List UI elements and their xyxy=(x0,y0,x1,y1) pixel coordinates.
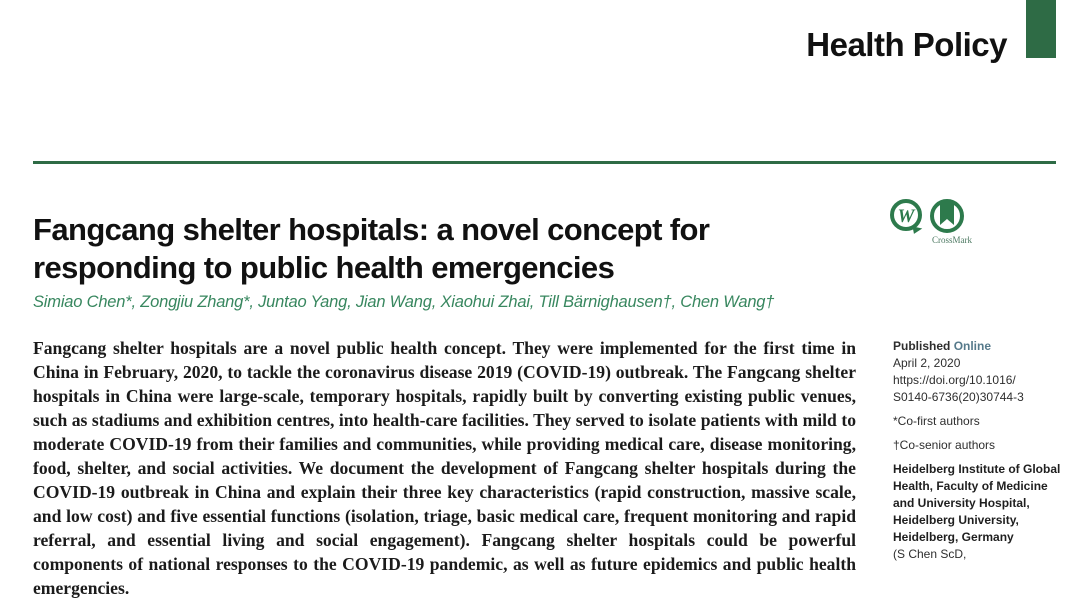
doi-link-line1[interactable]: https://doi.org/10.1016/ xyxy=(893,373,1016,387)
section-divider-rule xyxy=(33,161,1056,164)
cosenior-authors-note: †Co-senior authors xyxy=(893,438,996,452)
published-date: April 2, 2020 xyxy=(893,356,961,370)
cofirst-authors-note: *Co-first authors xyxy=(893,414,980,428)
margin-notes xyxy=(893,338,1065,570)
affiliation-block xyxy=(893,461,1065,563)
affiliation-author-ref: (S Chen ScD, xyxy=(893,547,967,561)
journal-section-title: Health Policy xyxy=(806,26,1007,63)
doi-link-line2[interactable]: S0140-6736(20)30744-3 xyxy=(893,390,1024,404)
article-title: Fangcang shelter hospitals: a novel concept for responding to public health emergencies xyxy=(33,211,710,285)
crossmark-icon[interactable] xyxy=(928,197,972,245)
published-label: Published xyxy=(893,339,951,353)
journal-accent-bar xyxy=(1026,0,1056,58)
article-badges xyxy=(888,197,998,245)
publication-info xyxy=(893,338,1065,406)
w-circle-icon[interactable] xyxy=(888,197,924,242)
published-online-link[interactable]: Online xyxy=(953,339,992,353)
svg-text:W: W xyxy=(897,206,915,227)
affiliation-institution: Heidelberg Institute of Global Health, Faculty of Medicine and University Hospital, Heidelberg University, Heidelberg, Germany xyxy=(893,462,1061,544)
author-line: Simiao Chen*, Zongjiu Zhang*, Juntao Yang, Jian Wang, Xiaohui Zhai, Till Bärnighausen†, Chen Wang† xyxy=(33,293,775,311)
crossmark-label: CrossMark xyxy=(932,235,972,245)
abstract-text: Fangcang shelter hospitals are a novel public health concept. They were implemented for the first time in China in February, 2020, to tackle the coronavirus disease 2019 (COVID-19) outbreak. The Fangcang shelter hospitals in China were large-scale, temporary hospitals, rapidly built by converting existing public venues, such as stadiums and exhibition centres, into health-care facilities. They served to isolate patients with mild to moderate COVID-19 from their families and communities, while providing medical care, disease monitoring, food, shelter, and social activities. We document the development of Fangcang shelter hospitals during the COVID-19 outbreak in China and explain their three key characteristics (rapid construction, massive scale, and low cost) and five essential functions (isolation, triage, basic medical care, frequent monitoring and rapid referral, and essential living and social engagement). Fangcang shelter hospitals could be powerful components of national responses to the COVID-19 pandemic, as well as future epidemics and public health emergencies. xyxy=(33,338,856,598)
